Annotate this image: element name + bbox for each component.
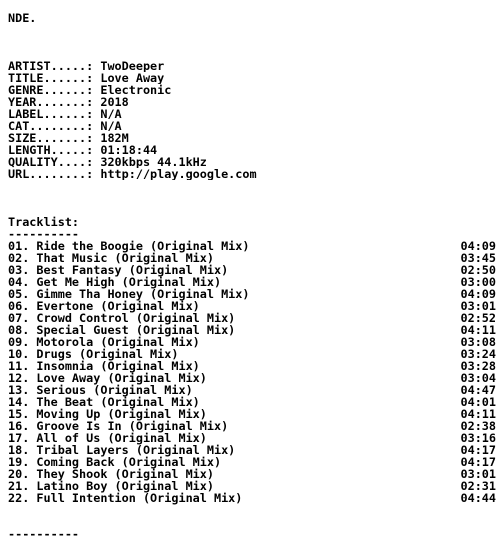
track-duration: 04:47 bbox=[460, 383, 496, 397]
spacer bbox=[8, 24, 496, 36]
meta-title bbox=[8, 72, 496, 84]
track-row bbox=[8, 492, 496, 504]
meta-artist bbox=[8, 60, 496, 72]
track-number: 15. bbox=[8, 407, 37, 421]
track-duration: 02:52 bbox=[460, 311, 496, 325]
track-duration: 04:01 bbox=[460, 395, 496, 409]
track-duration: 04:11 bbox=[460, 323, 496, 337]
footer-rule: ---------- bbox=[8, 528, 80, 540]
track-duration: 03:04 bbox=[460, 371, 496, 385]
track-number: 01. bbox=[8, 239, 37, 253]
track-duration: 02:38 bbox=[460, 419, 496, 433]
track-title: That Music (Original Mix) bbox=[36, 251, 214, 265]
nfo-document bbox=[8, 12, 496, 540]
track-duration: 03:01 bbox=[460, 299, 496, 313]
track-number: 10. bbox=[8, 347, 37, 361]
track-title: Love Away (Original Mix) bbox=[36, 371, 207, 385]
track-title: Full Intention (Original Mix) bbox=[36, 491, 243, 505]
track-duration: 03:24 bbox=[460, 347, 496, 361]
track-number: 13. bbox=[8, 383, 37, 397]
track-number: 11. bbox=[8, 359, 37, 373]
track-duration: 02:31 bbox=[460, 479, 496, 493]
spacer bbox=[8, 504, 496, 516]
track-number: 05. bbox=[8, 287, 37, 301]
meta-key: GENRE......: bbox=[8, 84, 101, 96]
meta-value: Love Away bbox=[100, 72, 165, 84]
meta-value: 2018 bbox=[100, 96, 129, 108]
track-duration: 03:01 bbox=[460, 467, 496, 481]
meta-size bbox=[8, 132, 496, 144]
track-title: Evertone (Original Mix) bbox=[36, 299, 200, 313]
meta-length bbox=[8, 144, 496, 156]
spacer bbox=[8, 192, 496, 204]
meta-value: N/A bbox=[100, 120, 122, 132]
track-title: Ride the Boogie (Original Mix) bbox=[36, 239, 250, 253]
meta-value: 320kbps 44.1kHz bbox=[100, 156, 207, 168]
spacer bbox=[8, 48, 496, 60]
track-title: Drugs (Original Mix) bbox=[36, 347, 179, 361]
spacer bbox=[8, 204, 496, 216]
tracklist-heading: Tracklist: bbox=[8, 216, 80, 228]
track-number: 20. bbox=[8, 467, 37, 481]
meta-key: LENGTH.....: bbox=[8, 144, 101, 156]
track-number: 08. bbox=[8, 323, 37, 337]
meta-value: 182M bbox=[100, 132, 129, 144]
track-number: 17. bbox=[8, 431, 37, 445]
meta-key: CAT........: bbox=[8, 120, 101, 132]
track-title: The Beat (Original Mix) bbox=[36, 395, 200, 409]
track-title: Coming Back (Original Mix) bbox=[36, 455, 222, 469]
track-duration: 04:44 bbox=[460, 491, 496, 505]
track-number: 12. bbox=[8, 371, 37, 385]
meta-value: 01:18:44 bbox=[100, 144, 158, 156]
track-number: 06. bbox=[8, 299, 37, 313]
track-number: 16. bbox=[8, 419, 37, 433]
track-title: Best Fantasy (Original Mix) bbox=[36, 263, 229, 277]
tracklist-rule: ---------- bbox=[8, 228, 80, 240]
track-title: Motorola (Original Mix) bbox=[36, 335, 200, 349]
release-meta bbox=[8, 60, 496, 180]
track-duration: 03:16 bbox=[460, 431, 496, 445]
track-number: 14. bbox=[8, 395, 37, 409]
meta-quality bbox=[8, 156, 496, 168]
track-title: Serious (Original Mix) bbox=[36, 383, 193, 397]
track-number: 04. bbox=[8, 275, 37, 289]
meta-url bbox=[8, 168, 496, 180]
meta-key: YEAR.......: bbox=[8, 96, 101, 108]
tracklist bbox=[8, 240, 496, 504]
track-duration: 04:09 bbox=[460, 287, 496, 301]
track-title: Crowd Control (Original Mix) bbox=[36, 311, 236, 325]
meta-key: QUALITY....: bbox=[8, 156, 101, 168]
track-duration: 03:00 bbox=[460, 275, 496, 289]
spacer bbox=[8, 516, 496, 528]
meta-label bbox=[8, 108, 496, 120]
track-number: 07. bbox=[8, 311, 37, 325]
track-title: Tribal Layers (Original Mix) bbox=[36, 443, 236, 457]
track-title: Insomnia (Original Mix) bbox=[36, 359, 200, 373]
track-duration: 04:11 bbox=[460, 407, 496, 421]
meta-value: TwoDeeper bbox=[100, 60, 165, 72]
track-duration: 03:08 bbox=[460, 335, 496, 349]
track-title: Groove Is In (Original Mix) bbox=[36, 419, 229, 433]
track-duration: 02:50 bbox=[460, 263, 496, 277]
track-duration: 04:17 bbox=[460, 455, 496, 469]
track-number: 21. bbox=[8, 479, 37, 493]
meta-key: LABEL......: bbox=[8, 108, 101, 120]
meta-cat bbox=[8, 120, 496, 132]
meta-genre bbox=[8, 84, 496, 96]
meta-value: Electronic bbox=[100, 84, 172, 96]
track-title: All of Us (Original Mix) bbox=[36, 431, 207, 445]
meta-value: N/A bbox=[100, 108, 122, 120]
meta-year bbox=[8, 96, 496, 108]
spacer bbox=[8, 180, 496, 192]
meta-key: ARTIST.....: bbox=[8, 60, 101, 72]
track-title: Gimme Tha Honey (Original Mix) bbox=[36, 287, 250, 301]
track-title: Special Guest (Original Mix) bbox=[36, 323, 236, 337]
track-duration: 03:45 bbox=[460, 251, 496, 265]
track-title: They Shook (Original Mix) bbox=[36, 467, 214, 481]
track-number: 03. bbox=[8, 263, 37, 277]
track-number: 19. bbox=[8, 455, 37, 469]
track-number: 09. bbox=[8, 335, 37, 349]
track-number: 22. bbox=[8, 491, 37, 505]
track-duration: 04:09 bbox=[460, 239, 496, 253]
track-title: Get Me High (Original Mix) bbox=[36, 275, 222, 289]
track-number: 18. bbox=[8, 443, 37, 457]
header-text: NDE. bbox=[8, 12, 37, 24]
track-duration: 03:28 bbox=[460, 359, 496, 373]
track-title: Moving Up (Original Mix) bbox=[36, 407, 207, 421]
meta-key: URL........: bbox=[8, 168, 101, 180]
meta-value: http://play.google.com bbox=[100, 168, 257, 180]
track-title: Latino Boy (Original Mix) bbox=[36, 479, 214, 493]
meta-key: TITLE......: bbox=[8, 72, 101, 84]
track-number: 02. bbox=[8, 251, 37, 265]
spacer bbox=[8, 36, 496, 48]
meta-key: SIZE.......: bbox=[8, 132, 101, 144]
track-duration: 04:17 bbox=[460, 443, 496, 457]
